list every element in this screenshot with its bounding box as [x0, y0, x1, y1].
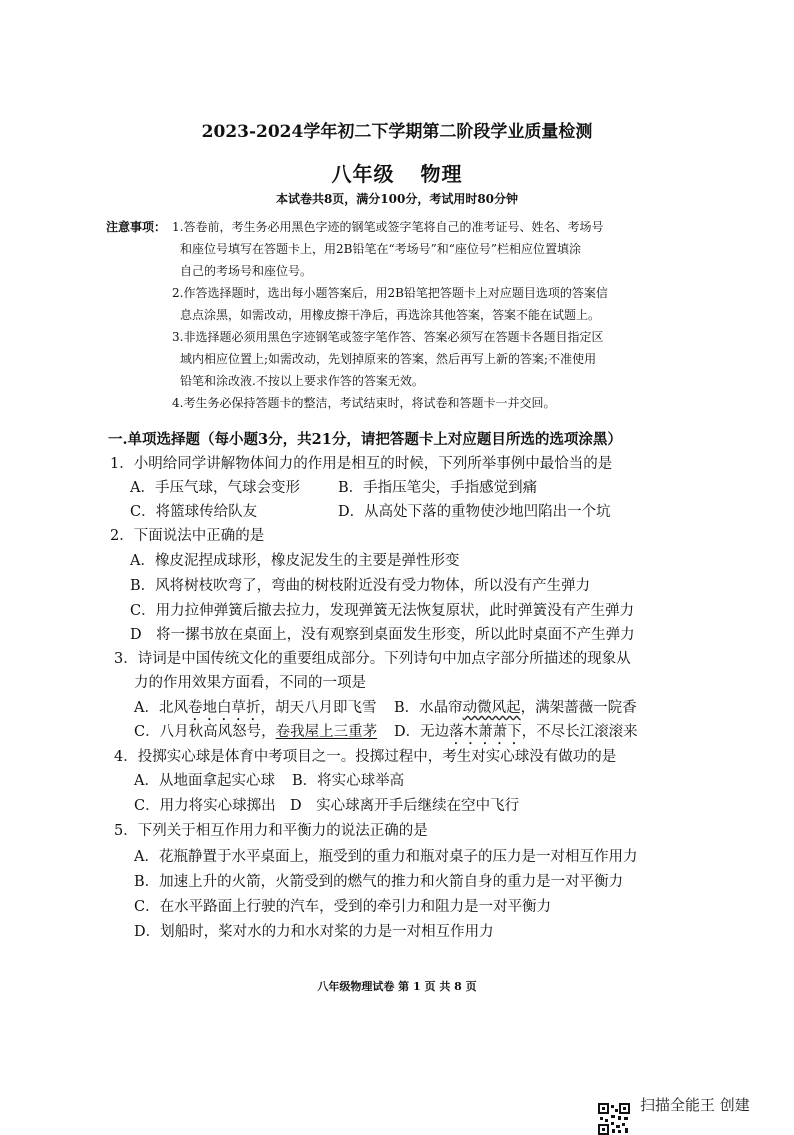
q5-option-c: C．在水平路面上行驶的汽车，受到的牵引力和阻力是一对平衡力 — [134, 899, 552, 915]
q2-option-b: B．风将树枝吹弯了，弯曲的树枝附近没有受力物体，所以没有产生弹力 — [130, 578, 591, 594]
q5-option-b: B．加速上升的火箭，火箭受到的燃气的推力和火箭自身的重力是一对平衡力 — [134, 874, 624, 890]
q4-option-b: B．将实心球举高 — [292, 773, 405, 789]
exam-info: 本试卷共8页，满分100分，考试用时80分钟 — [275, 192, 519, 206]
q3-option-b-suffix: ，满架蔷薇一院香 — [520, 700, 637, 716]
notice-line: 4.考生务必保持答题卡的整洁，考试结束时，将试卷和答题卡一并交回。 — [172, 396, 556, 410]
q2-option-d: D 将一摞书放在桌面上，没有观察到桌面发生形变，所以此时桌面不产生弹力 — [130, 627, 635, 643]
q4-option-a: A．从地面拿起实心球 — [134, 773, 275, 789]
q3-option-d-marked: 落木萧萧下 — [449, 724, 522, 740]
q1-option-c: C．将篮球传给队友 — [130, 504, 258, 520]
notice-line: 和座位号填写在答题卡上，用2B铅笔在“考场号”和“座位号”栏相应位置填涂 — [180, 242, 581, 256]
q3-option-c-prefix: C．八月秋高风怒号， — [134, 724, 276, 740]
q3-option-b-prefix: B．水晶帘 — [394, 700, 463, 716]
notice-label: 注意事项： — [106, 220, 167, 234]
section-heading: 一.单项选择题（每小题3分，共21分，请把答题卡上对应题目所选的选项涂黑） — [108, 431, 622, 448]
question-2-stem: 2．下面说法中正确的是 — [110, 528, 265, 544]
q3-option-b-marked: 动微风起 — [462, 700, 521, 716]
q1-option-a: A．手压气球，气球会变形 — [130, 480, 300, 496]
notice-line: 2.作答选择题时，选出每小题答案后，用2B铅笔把答题卡上对应题目选项的答案信 — [172, 286, 608, 300]
question-3-stem-line1: 3．诗词是中国传统文化的重要组成部分。下列诗句中加点字部分所描述的现象从 — [114, 651, 631, 667]
q4-option-c: C．用力将实心球掷出 — [134, 798, 276, 814]
q3-option-a-suffix: ，胡天八月即飞雪 — [260, 700, 377, 716]
notice-line: 自己的考场号和座位号。 — [180, 264, 313, 278]
question-1-stem: 1．小明给同学讲解物体间力的作用是相互的时候，下列所举事例中最恰当的是 — [110, 456, 613, 472]
exam-title: 2023-2024学年初二下学期第二阶段学业质量检测 — [201, 122, 593, 142]
q3-option-b — [394, 696, 637, 717]
q3-option-c — [134, 720, 377, 741]
qr-code-icon — [598, 1103, 630, 1135]
q3-option-d-suffix: ，不尽长江滚滚来 — [521, 724, 638, 740]
q1-option-b: B．手指压笔尖，手指感觉到痛 — [338, 480, 538, 496]
q5-option-d: D．划船时，桨对水的力和水对桨的力是一对相互作用力 — [134, 924, 494, 940]
page-footer: 八年级物理试卷 第 1 页 共 8 页 — [317, 980, 477, 993]
q2-option-a: A．橡皮泥捏成球形，橡皮泥发生的主要是弹性形变 — [130, 553, 460, 569]
notice-line: 铅笔和涂改液.不按以上要求作答的答案无效。 — [180, 374, 424, 388]
q3-option-c-marked: 卷我屋上三重茅 — [275, 724, 378, 740]
q1-option-d: D．从高处下落的重物使沙地凹陷出一个坑 — [338, 504, 611, 520]
grade-subject-heading — [0, 158, 794, 187]
q5-option-a: A．花瓶静置于水平桌面上，瓶受到的重力和瓶对桌子的压力是一对相互作用力 — [134, 849, 638, 865]
q3-option-d-prefix: D．无边 — [394, 724, 450, 740]
question-4-stem: 4．投掷实心球是体育中考项目之一。投掷过程中，考生对实心球没有做功的是 — [114, 749, 617, 765]
q3-option-a-prefix: A．北风 — [134, 700, 188, 716]
notice-line: 域内相应位置上;如需改动，先划掉原来的答案，然后再写上新的答案;不准使用 — [180, 352, 597, 366]
subject-label: 物理 — [420, 162, 463, 186]
notice-line: 3.非选择题必须用黑色字迹钢笔或签字笔作答、答案必须写在答题卡各题目指定区 — [172, 330, 604, 344]
q2-option-c: C．用力拉伸弹簧后撤去拉力，发现弹簧无法恢复原状，此时弹簧没有产生弹力 — [130, 603, 635, 619]
question-5-stem: 5．下列关于相互作用力和平衡力的说法正确的是 — [114, 823, 428, 839]
q4-option-d: D 实心球离开手后继续在空中飞行 — [290, 798, 520, 814]
q3-option-a-marked: 卷地白草折 — [187, 700, 261, 716]
scanner-watermark-text: 扫描全能王 创建 — [640, 1096, 750, 1114]
notice-line: 1.答卷前，考生务必用黑色字迹的钢笔或签字笔将自己的准考证号、姓名、考场号 — [172, 220, 604, 234]
notice-line: 息点涂黑，如需改动，用橡皮擦干净后，再选涂其他答案，答案不能在试题上。 — [180, 308, 601, 322]
q3-option-d — [394, 720, 638, 748]
grade-label: 八年级 — [331, 162, 395, 186]
question-3-stem-line2: 力的作用效果方面看，不同的一项是 — [134, 675, 366, 691]
